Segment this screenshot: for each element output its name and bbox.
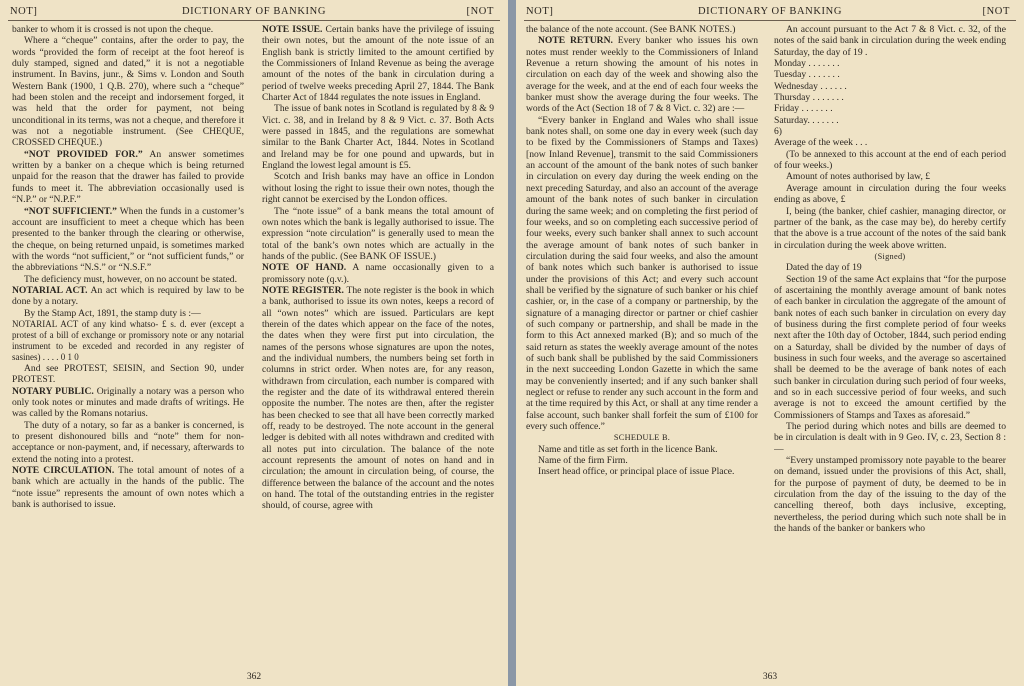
paragraph — [12, 274, 244, 285]
entry-headword: NOTE OF HAND. — [262, 262, 347, 274]
page-number: 362 — [246, 672, 262, 682]
paragraph — [774, 171, 1006, 182]
entry-text: The “note issue” of a bank means the total amount of own notes which the bank is legally authorised to issue. The expression “note circulation” is generally used to mean the total of the bank’s own notes which are actually in the hands of the public. (See BANK OF ISSUE.) — [262, 205, 494, 262]
entry-text: (To be annexed to this account at the end of each period of four weeks.) — [774, 148, 1006, 172]
paragraph — [262, 206, 494, 263]
entry-headword: “NOT PROVIDED FOR.” — [24, 148, 143, 160]
entry-text: A name occasionally given to a promissory note (q.v.). — [262, 262, 494, 285]
paragraph — [526, 35, 758, 114]
entry-headword: NOTARY PUBLIC. — [12, 385, 94, 397]
entry-text: The total amount of notes of a bank which are actually in the hands of the public. The “note issue” represents the amount of own notes which a bank is authorised to issue. — [12, 465, 244, 511]
entry-text: Certain banks have the privilege of issuing their own notes, but the amount of the note issue of an English bank is strictly limited to the amount certified by the Commissioners of Inland Revenue as being the average amount of the notes of the bank in circulation during a period of twelve weeks preceding April 27, 1844. The Bank Charter Act of 1844 regulates the note issues in England. — [262, 24, 494, 104]
paragraph — [774, 149, 1006, 172]
entry-headword: NOTE CIRCULATION. — [12, 465, 115, 477]
entry-text: The duty of a notary, so far as a banker is concerned, is to present dishonoured bills and “note” them for non-acceptance or non-payment, and, if necessary, afterwards to extend the noting into a protest. — [12, 419, 244, 465]
entry-text: Tuesday . . . . . . . — [774, 69, 840, 81]
header-title: DICTIONARY OF BANKING — [181, 6, 327, 17]
paragraph — [774, 69, 1006, 80]
entry-text: An account pursuant to the Act 7 & 8 Vict. c. 32, of the notes of the said bank in circulation during the week ending Saturday, the day of 19 . — [774, 24, 1006, 58]
paragraph — [774, 455, 1006, 534]
paragraph — [262, 171, 494, 205]
paragraph — [12, 24, 244, 35]
paragraph — [526, 24, 758, 35]
paragraph — [262, 24, 494, 103]
paragraph — [774, 103, 1006, 114]
paragraph — [12, 363, 244, 386]
header-rule — [524, 20, 1016, 21]
entry-text: (Signed) — [874, 251, 906, 261]
entry-text: “Every banker in England and Wales who shall issue bank notes shall, on some one day in every week (such day to be fixed by the Commissioners of Stamps and Taxes) [now Inland Revenue], transmit to the said Commissioners an account of the amount of the bank notes of such banker in circulation on every day during the week ending on the next preceding Saturday, and also an account of the average amount of the bank notes of such banker in circulation during the same week; and on completing the first period of four weeks, and so on completing each successive period of four weeks, every such banker shall annex to such account the average amount of bank notes of such banker in circulation during the said four weeks, and also the amount of bank notes which such banker is authorised to issue under the provisions of this Act; and every such account shall be verified by the signature of such banker or his chief cashier, or, in the case of a company or partnership, by the signature of a managing director or partner or chief cashier of such company or partnership, and shall be made in the form to this Act annexed marked (B); and so much of the said return as states the weekly average amount of the notes of such bank shall be published by the said Commissioners in the next succeeding London Gazette in which the same may be conveniently inserted; and if any such banker shall neglect or refuse to render any such account in the form and at the time required by this Act, or shall at any time render a false account, such banker shall forfeit the sum of £100 for every such offence.” — [526, 114, 758, 433]
entry-text: I, being (the banker, chief cashier, managing director, or partner of the bank, as the case may be), do hereby certify that the above is a true account of the notes of the said bank in circulation during the week above written. — [774, 205, 1006, 251]
paragraph — [774, 115, 1006, 126]
paragraph — [774, 58, 1006, 69]
text-column — [526, 24, 758, 664]
entry-text: Where a “cheque” contains, after the order to pay, the words “provided the form of receipt at the foot hereof is duly stamped, signed and dated,” it is not a negotiable instrument. In Bavins, junr., & Sims v. London and South Western Bank (1900, 1 Q.B. 270), where such a “cheque” had been stolen and the receipt and indorsement forged, it was held that the order for payment, not being unconditional in its terms, was not a cheque, and therefore it was not a negotiable instrument. (See CHEQUE, CROSSED CHEQUE.) — [12, 35, 244, 149]
entry-text: Name and title as set forth in the licence Bank. — [538, 443, 718, 455]
entry-text: The issue of bank notes in Scotland is regulated by 8 & 9 Vict. c. 38, and in Ireland by 8 & 9 Vict. c. 37. Both Acts were passed in 1845, and the regulations are somewhat similar to the Bank Charter Act, 1844. Notes in Scotland and Ireland may be for one pound and upwards, but in England the lowest legal amount is £5. — [262, 103, 494, 172]
entry-text: Monday . . . . . . . — [774, 58, 840, 70]
paragraph — [774, 24, 1006, 58]
entry-text: And see PROTEST, SEISIN, and Section 90, under PROTEST. — [12, 362, 244, 386]
running-header — [516, 6, 1024, 20]
entry-text: Dated the day of 19 — [786, 262, 862, 274]
entry-headword: NOTE REGISTER. — [262, 284, 344, 296]
running-header — [0, 6, 508, 20]
entry-text: Originally a notary was a person who only took notes or minutes and made drafts of writings. He was called by the Romans notarius. — [12, 385, 244, 420]
gutter — [508, 0, 516, 686]
entry-text: Wednesday . . . . . . — [774, 80, 847, 92]
header-left: NOT] — [10, 6, 38, 17]
paragraph — [774, 183, 1006, 206]
header-right: [NOT — [982, 6, 1010, 17]
paragraph — [526, 115, 758, 433]
paragraph — [774, 137, 1006, 148]
paragraph — [774, 126, 1006, 137]
paragraph — [526, 455, 758, 466]
entry-text: An act which is required by law to be done by a notary. — [12, 284, 244, 308]
header-rule — [8, 20, 500, 21]
entry-text: banker to whom it is crossed is not upon the cheque. — [12, 24, 214, 35]
paragraph — [526, 466, 758, 477]
paragraph — [774, 251, 1006, 262]
entry-text: Friday . . . . . . . — [774, 103, 833, 115]
paragraph — [262, 103, 494, 171]
paragraph — [774, 206, 1006, 251]
paragraph — [12, 420, 244, 465]
left-page — [0, 0, 508, 686]
entry-headword: NOTARIAL ACT. — [12, 284, 88, 296]
entry-text: When the funds in a customer’s account are insufficient to meet a cheque which has been presented to the banker through the clearing or otherwise, the cheque, on being returned unpaid, is sometimes marked with the words “not sufficient,” or “not sufficient funds,” or the abbreviations “N.S.” or “N.S.F.” — [12, 205, 244, 274]
entry-headword: NOTE RETURN. — [538, 35, 613, 47]
paragraph — [774, 81, 1006, 92]
paragraph — [774, 421, 1006, 455]
paragraph — [526, 444, 758, 455]
entry-text: SCHEDULE B. — [613, 433, 671, 443]
text-column — [774, 24, 1006, 664]
entry-text: Amount of notes authorised by law, £ — [786, 171, 931, 183]
paragraph — [12, 149, 244, 206]
paragraph — [526, 432, 758, 443]
entry-text: Thursday . . . . . . . — [774, 92, 844, 104]
paragraph — [12, 206, 244, 274]
entry-text: Average of the week . . . — [774, 137, 868, 149]
paragraph — [12, 386, 244, 420]
entry-text: The note register is the book in which a bank, authorised to issue its own notes, keeps a record of all “own notes” which are issued. Particulars are kept therein of the dates which appear on the face of the notes, the dates when they were first put into circulation, the names of the persons whose signatures are upon the notes, and the individual numbers, the numbers being set forth in columns in strict order. When notes are, for any reason, withdrawn from circulation, each number is compared with the register and the date of its withdrawal entered therein opposite the number. The notes are then, after the register has been checked to see that all have been correctly marked off, ready to be destroyed. The note account in the general ledger is debited with all notes withdrawn and credited with all notes put into circulation. The balance of the note account represents the amount of notes on hand and in circulation; the amount in circulation being, of course, the difference between the balance of the account and the notes on hand. The total of the outstanding entries in the register should, of course, agree with — [262, 284, 494, 512]
entry-headword: “NOT SUFFICIENT.” — [24, 205, 117, 217]
entry-text: 6) — [774, 126, 782, 138]
paragraph — [12, 285, 244, 308]
entry-text: The deficiency must, however, on no account be stated. — [24, 273, 238, 285]
entry-text: the balance of the note account. (See BANK NOTES.) — [526, 24, 736, 35]
entry-text: Average amount in circulation during the four weeks ending as above, £ — [774, 182, 1006, 206]
entry-text: Scotch and Irish banks may have an office in London without losing the right to issue their own notes, though the right cannot be exercised by the London offices. — [262, 171, 494, 206]
paragraph — [774, 92, 1006, 103]
header-left: NOT] — [526, 6, 554, 17]
entry-text: Name of the firm Firm. — [538, 455, 628, 467]
entry-text: An answer sometimes written by a banker on a cheque which is being returned unpaid for the reason that the drawer has failed to provide funds to meet it. The abbreviation occasionally used is “N.P.” or “N.P.F.” — [12, 148, 244, 206]
paragraph — [12, 465, 244, 510]
right-page — [516, 0, 1024, 686]
entry-text: Saturday. . . . . . . — [774, 114, 839, 126]
header-right: [NOT — [466, 6, 494, 17]
page-number: 363 — [762, 672, 778, 682]
entry-text: NOTARIAL ACT of any kind whatso- £ s. d. ever (except a protest of a bill of exchange or promissory note or any notarial instrument to be exceded and recorded in any register of sasines) . . . . 0 1 0 — [12, 318, 244, 362]
paragraph — [262, 262, 494, 285]
text-column — [262, 24, 494, 664]
paragraph — [12, 35, 244, 148]
entry-text: Section 19 of the same Act explains that “for the purpose of ascertaining the monthly average amount of bank notes of each banker in circulation the aggregate of the amount of bank notes of each such banker in circulation on every day of business during the first complete period of four weeks next after the 10th day of October, 1844, such period ending on a Saturday, shall be divided by the number of days of business in such four weeks, and the average so ascertained shall be deemed to be the average of bank notes of each such banker in circulation during such period of four weeks, and so in each successive period of four weeks, and such average is not to exceed the amount certified by the Commissioners of Stamps and Taxes as aforesaid.” — [774, 273, 1006, 421]
paragraph — [12, 308, 244, 319]
text-column — [12, 24, 244, 664]
paragraph — [262, 285, 494, 512]
header-title: DICTIONARY OF BANKING — [697, 6, 843, 17]
entry-text: Every banker who issues his own notes must render weekly to the Commissioners of Inland Revenue a return showing the amount of his notes in circulation on each day of the week and showing also the average for the week, and at the end of each four weeks the banker must show the average during the four weeks. The words of the Act (Section 18 of 7 & 8 Vict. c. 32) are :— — [526, 35, 758, 115]
entry-text: By the Stamp Act, 1891, the stamp duty is :— — [24, 307, 201, 319]
entry-text: The period during which notes and bills are deemed to be in circulation is dealt with in 9 Geo. IV, c. 23, Section 8 :— — [774, 421, 1006, 455]
entry-text: Insert head office, or principal place of issue Place. — [538, 466, 735, 478]
paragraph — [12, 319, 244, 363]
entry-text: “Every unstamped promissory note payable to the bearer on demand, issued under the provisions of this Act, shall, for the purpose of payment of duty, be deemed to be in circulation from the day of the issuing to the day of the cancelling thereof, both days inclusive, excepting, nevertheless, the period during which such note shall be in the hands of the banker or bankers who — [774, 455, 1006, 535]
paragraph — [774, 274, 1006, 421]
entry-headword: NOTE ISSUE. — [262, 24, 323, 35]
paragraph — [774, 262, 1006, 273]
